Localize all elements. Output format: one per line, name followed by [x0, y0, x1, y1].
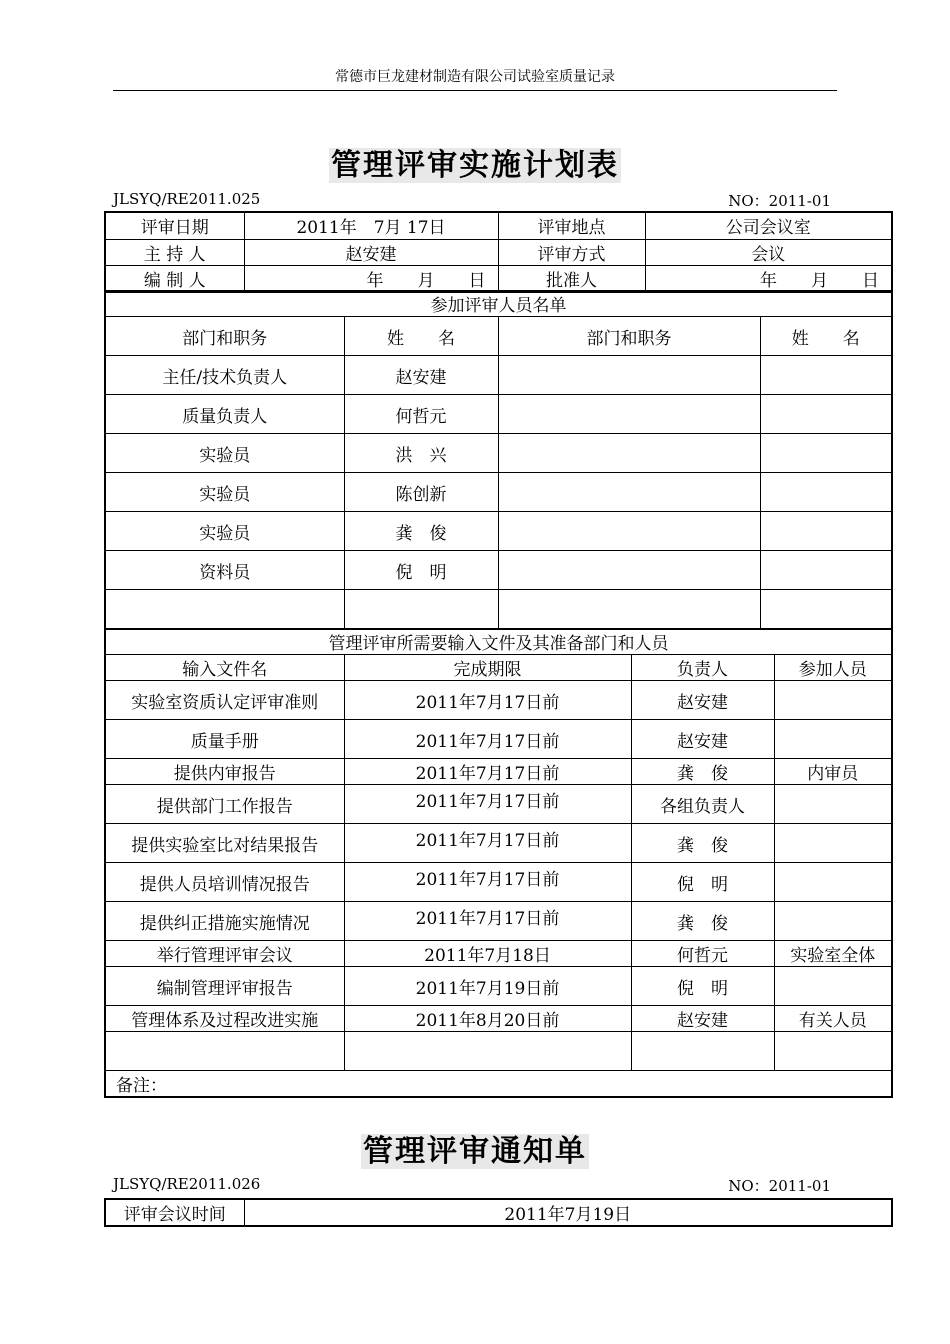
participant-dept [498, 512, 760, 551]
plan-code: JLSYQ/RE2011.025 [113, 190, 261, 208]
inputs-header-participants: 参加人员 [774, 655, 892, 681]
participant-name: 陈创新 [344, 473, 498, 512]
participant-row [105, 395, 892, 434]
input-participants: 实验室全体 [774, 941, 892, 967]
place-value: 公司会议室 [645, 212, 892, 239]
input-participants [774, 785, 892, 824]
participant-name: 洪 兴 [344, 434, 498, 473]
participant-name [760, 590, 892, 629]
editor-date: 年 月 日 [244, 265, 498, 292]
plan-code-line [113, 190, 831, 211]
plan-info-table [104, 211, 893, 293]
notice-code: JLSYQ/RE2011.026 [113, 1175, 261, 1193]
participant-row [105, 512, 892, 551]
date-value: 2011年 7月 17日 [244, 212, 498, 239]
input-participants [774, 967, 892, 1006]
inputs-header-file: 输入文件名 [105, 655, 344, 681]
participant-row [105, 590, 892, 629]
place-label: 评审地点 [498, 212, 645, 239]
input-deadline: 2011年7月17日前 [344, 824, 631, 863]
host-value: 赵安建 [244, 239, 498, 265]
input-owner [631, 1032, 774, 1071]
participant-name [760, 551, 892, 590]
input-owner: 龚 俊 [631, 759, 774, 785]
editor-label: 编 制 人 [105, 265, 244, 292]
input-participants: 有关人员 [774, 1006, 892, 1032]
input-owner: 倪 明 [631, 863, 774, 902]
input-deadline: 2011年7月17日前 [344, 863, 631, 902]
input-participants: 内审员 [774, 759, 892, 785]
input-row [105, 863, 892, 902]
participants-header-name-1: 姓 名 [344, 317, 498, 356]
method-value: 会议 [645, 239, 892, 265]
input-participants [774, 681, 892, 720]
participant-name: 龚 俊 [344, 512, 498, 551]
input-file: 质量手册 [105, 720, 344, 759]
input-file: 提供实验室比对结果报告 [105, 824, 344, 863]
participant-dept [498, 590, 760, 629]
participant-name: 赵安建 [344, 356, 498, 395]
input-file: 编制管理评审报告 [105, 967, 344, 1006]
meeting-time-value: 2011年7月19日 [244, 1199, 892, 1226]
input-owner: 何哲元 [631, 941, 774, 967]
participant-dept: 资料员 [105, 551, 344, 590]
input-row [105, 824, 892, 863]
participant-name [760, 512, 892, 551]
input-owner: 赵安建 [631, 681, 774, 720]
participant-name [760, 434, 892, 473]
input-file: 管理体系及过程改进实施 [105, 1006, 344, 1032]
remarks-label: 备注： [105, 1071, 892, 1098]
notice-title: 管理评审通知单 [363, 1134, 587, 1169]
participant-dept [498, 434, 760, 473]
participant-name: 何哲元 [344, 395, 498, 434]
participant-dept: 实验员 [105, 512, 344, 551]
input-owner: 龚 俊 [631, 902, 774, 941]
participant-dept [498, 356, 760, 395]
input-deadline: 2011年7月17日前 [344, 759, 631, 785]
participant-name [760, 395, 892, 434]
participant-row [105, 473, 892, 512]
participant-row [105, 551, 892, 590]
participant-dept: 实验员 [105, 473, 344, 512]
input-owner: 倪 明 [631, 967, 774, 1006]
participant-dept [498, 551, 760, 590]
input-deadline: 2011年7月17日前 [344, 681, 631, 720]
input-row [105, 967, 892, 1006]
participant-name [760, 473, 892, 512]
participant-dept [498, 395, 760, 434]
participants-header-name-2: 姓 名 [760, 317, 892, 356]
inputs-section-title: 管理评审所需要输入文件及其准备部门和人员 [105, 629, 892, 655]
input-deadline: 2011年7月18日 [344, 941, 631, 967]
input-deadline [344, 1032, 631, 1071]
input-owner: 龚 俊 [631, 824, 774, 863]
notice-code-line [113, 1175, 831, 1196]
input-participants [774, 720, 892, 759]
meeting-time-label: 评审会议时间 [105, 1199, 244, 1226]
input-owner: 赵安建 [631, 1006, 774, 1032]
input-row [105, 759, 892, 785]
participant-dept [498, 473, 760, 512]
notice-table [104, 1198, 893, 1227]
plan-title: 管理评审实施计划表 [331, 148, 619, 183]
inputs-header-deadline: 完成期限 [344, 655, 631, 681]
input-owner: 赵安建 [631, 720, 774, 759]
participant-dept: 实验员 [105, 434, 344, 473]
input-participants [774, 863, 892, 902]
participant-dept: 质量负责人 [105, 395, 344, 434]
input-participants [774, 824, 892, 863]
date-label: 评审日期 [105, 212, 244, 239]
page-header: 常德市巨龙建材制造有限公司试验室质量记录 [113, 66, 837, 91]
notice-number: NO：2011-01 [728, 1177, 831, 1195]
plan-number: NO：2011-01 [728, 192, 831, 210]
input-participants [774, 902, 892, 941]
input-row [105, 720, 892, 759]
input-file: 举行管理评审会议 [105, 941, 344, 967]
input-row [105, 1032, 892, 1071]
input-participants [774, 1032, 892, 1071]
input-file: 实验室资质认定评审准则 [105, 681, 344, 720]
input-deadline: 2011年8月20日前 [344, 1006, 631, 1032]
inputs-table [104, 628, 893, 1098]
input-row [105, 902, 892, 941]
input-row [105, 1006, 892, 1032]
participant-name: 倪 明 [344, 551, 498, 590]
input-owner: 各组负责人 [631, 785, 774, 824]
participant-row [105, 434, 892, 473]
input-deadline: 2011年7月17日前 [344, 785, 631, 824]
host-label: 主 持 人 [105, 239, 244, 265]
input-file: 提供内审报告 [105, 759, 344, 785]
participants-header-dept-1: 部门和职务 [105, 317, 344, 356]
participant-name [760, 356, 892, 395]
input-deadline: 2011年7月17日前 [344, 720, 631, 759]
input-deadline: 2011年7月17日前 [344, 902, 631, 941]
participant-name [344, 590, 498, 629]
participants-header-dept-2: 部门和职务 [498, 317, 760, 356]
input-row [105, 785, 892, 824]
input-file [105, 1032, 344, 1071]
inputs-header-owner: 负责人 [631, 655, 774, 681]
participant-dept [105, 590, 344, 629]
input-file: 提供纠正措施实施情况 [105, 902, 344, 941]
participant-row [105, 356, 892, 395]
approver-date: 年 月 日 [645, 265, 892, 292]
participant-dept: 主任/技术负责人 [105, 356, 344, 395]
participants-section-title: 参加评审人员名单 [105, 291, 892, 317]
method-label: 评审方式 [498, 239, 645, 265]
input-file: 提供人员培训情况报告 [105, 863, 344, 902]
input-file: 提供部门工作报告 [105, 785, 344, 824]
input-deadline: 2011年7月19日前 [344, 967, 631, 1006]
participants-table [104, 290, 893, 630]
approver-label: 批准人 [498, 265, 645, 292]
input-row [105, 941, 892, 967]
input-row [105, 681, 892, 720]
